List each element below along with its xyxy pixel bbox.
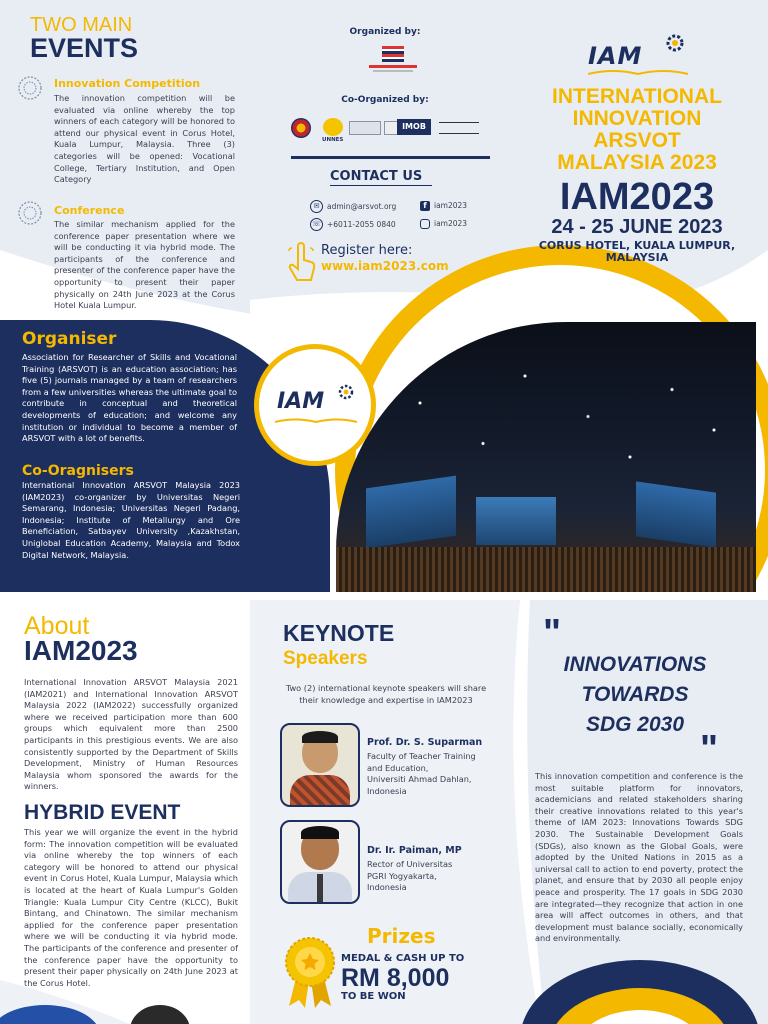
- medal-icon: [283, 936, 337, 1010]
- event-dates: 24 - 25 JUNE 2023: [551, 216, 723, 238]
- iam-circle-logo: [254, 344, 376, 466]
- contact-heading: CONTACT US: [330, 169, 423, 184]
- theme-line3: SDG 2030: [585, 713, 685, 736]
- gear-icon: [662, 30, 688, 56]
- todox-logo: [439, 122, 479, 134]
- speaker1-name: Prof. Dr. S. Suparman: [367, 737, 483, 748]
- speaker2-photo: [280, 820, 360, 904]
- email-value[interactable]: admin@arsvot.org: [327, 202, 397, 211]
- instagram-icon: [420, 219, 430, 229]
- organiser-text: Association for Researcher of Skills and Vocational Training (ARSVOT) is an education association; has five (5) journals managed by a team of researchers from a few universities whereas the ultimate goal to contribute in conceptual and theoretical developments of education; and welcome any institution or individual to become a member of ARSVOT with a lot of benefits.: [22, 352, 237, 444]
- hand-pointer-icon: [287, 242, 317, 284]
- speaker2-line1: Rector of Universitas: [367, 859, 453, 869]
- theme-text: This innovation competition and conference is the most suitable platform for innovators, academicians and related stakeholders sharing their creative innovations related to this year's theme of IAM 2023: Innovations Towards SDG 2030. The Sustainable Development Goals (SDGs), also known as the Global Goals, were adopted by the United Nations in 2015 as a universal call to action to end poverty, protect the planet, and ensure that by 2030 all people enjoy peace and prosperity. The 17 goals in SDG 2030 are integrated—they recognize that action in one area will affect outcomes in others, and that development must balance socially, economically and environmentally.: [535, 771, 743, 944]
- event-title-line4: MALAYSIA 2023: [557, 151, 717, 174]
- globe-icon: [17, 75, 43, 101]
- phone-icon: ☏: [310, 218, 323, 231]
- contact-underline: [330, 185, 432, 186]
- speaker2-affiliation: [367, 859, 452, 894]
- prize-line2: TO BE WON: [341, 991, 406, 1002]
- page-gap: [0, 592, 768, 600]
- speaker1-line4: Indonesia: [367, 785, 407, 796]
- theme-line2: TOWARDS: [581, 683, 689, 706]
- venue-line1: CORUS HOTEL, KUALA LUMPUR,: [538, 239, 736, 252]
- event-title-line2: INNOVATION: [572, 107, 702, 130]
- about-code: IAM2023: [24, 635, 138, 666]
- speaker1-affiliation: [367, 751, 476, 797]
- mail-icon: ✉: [310, 200, 323, 213]
- events-heading-line2: EVENTS: [30, 33, 139, 63]
- globe-icon: [17, 200, 43, 226]
- register-url[interactable]: www.iam2023.com: [321, 259, 449, 273]
- theme-block: [540, 650, 730, 740]
- conference-text: The similar mechanism applied for the conference paper presentation where we will be conducting it via hybrid mode. The participants of the conference and presenter of the conference paper have the opportunity to present their paper physically on 24th June 2023 at the Corus Hotel Kuala Lumpur.: [54, 219, 235, 311]
- bottom-page: [0, 600, 768, 1024]
- speaker2-name: Dr. Ir. Paiman, MP: [367, 845, 462, 856]
- innovation-text: The innovation competition will be evaluated via online whereby the top winners of each category will be honored to attend our physical event in Corus Hotel, Kuala Lumpur, Malaysia. Three (3) categories will be opened: Vocational College, Tertiary Institution, and Open Category: [54, 93, 235, 185]
- contact-facebook: [420, 200, 467, 212]
- phone-value[interactable]: +6011-2055 0840: [327, 220, 396, 229]
- event-title-line1: INTERNATIONAL: [552, 85, 722, 108]
- gear-icon: [335, 381, 357, 403]
- book-swoosh: [275, 417, 357, 425]
- event-title-block: [530, 86, 744, 174]
- divider: [291, 156, 490, 159]
- contact-email: [310, 200, 396, 213]
- keynote-intro: Two (2) international keynote speakers will share their knowledge and expertise in IAM2023: [285, 683, 487, 705]
- unnes-label: UNNES: [322, 137, 344, 143]
- contact-instagram: [420, 218, 467, 230]
- contact-phone: [310, 218, 396, 231]
- quote-open: ": [543, 612, 562, 654]
- speaker1-line2: and Education,: [367, 762, 429, 773]
- instagram-value[interactable]: iam2023: [434, 219, 468, 228]
- hybrid-text: This year we will organize the event in the hybrid form: The innovation competition will be evaluated via online whereby the top winners of each category will be honored to attend our physical event in Corus Hotel, Kuala Lumpur, Malaysia which is located at the heart of Kuala Lumpur's Golden Triangle: Kuala Lumpur City Centre (KLCC), Bukit Bintang, and Chinatown. The similar mechanism applied for the conference paper presentation where we will be conducting it via hybrid mode. The participants of the conference and presenter of the conference paper have the opportunity to present their paper physically on 24th June 2023 at the Corus Hotel.: [24, 827, 238, 988]
- venue-line2: MALAYSIA: [605, 251, 669, 264]
- iam-logo-text: IAM: [588, 42, 643, 70]
- event-code: IAM2023: [559, 176, 715, 218]
- iam-logo: [578, 30, 698, 80]
- event-title-line3: ARSVOT: [593, 129, 681, 152]
- events-heading-line1: TWO MAIN: [30, 14, 133, 36]
- arsvot-logo: [368, 46, 418, 76]
- book-swoosh: [588, 68, 688, 78]
- iam-circle-logo-text: IAM: [277, 389, 325, 414]
- facebook-icon: f: [420, 201, 430, 211]
- facebook-value[interactable]: iam2023: [434, 201, 468, 210]
- satbayev-logo: [349, 121, 381, 135]
- theme-line1: INNOVATIONS: [563, 653, 707, 676]
- innovation-title: Innovation Competition: [54, 77, 201, 90]
- speaker2-line3: Indonesia: [367, 882, 407, 893]
- unnes-logo: [323, 118, 343, 136]
- prizes-title: Prizes: [367, 924, 436, 948]
- about-text: International Innovation ARSVOT Malaysia 2021 (IAM2021) and International Innovation ARSVOT Malaysia 2022 (IAM2022) successfully organized where we received participation more than 600 groups which equivalent more than 2500 participants in this prestigious events. We are also consistently supported by the Department of Skills Development, Ministry of Human Resources Malaysia whom sponsored the awards for the winners.: [24, 677, 238, 792]
- hybrid-title: HYBRID EVENT: [24, 801, 181, 824]
- conference-title: Conference: [54, 204, 125, 217]
- conference-hall-photo: [336, 322, 756, 592]
- about-title: About: [24, 612, 90, 640]
- keynote-title: KEYNOTE: [283, 620, 395, 646]
- co-organized-by-label: Co-Organized by:: [341, 95, 429, 105]
- events-heading: [30, 14, 138, 64]
- keynote-sub: Speakers: [283, 648, 368, 669]
- speaker1-photo: [280, 723, 360, 807]
- organized-by-label: Organized by:: [349, 27, 421, 37]
- speaker1-line3: Universiti Ahmad Dahlan,: [367, 774, 472, 785]
- coorganisers-title: Co-Oragnisers: [22, 463, 134, 479]
- speaker1-line1: Faculty of Teacher Training: [367, 751, 476, 761]
- unp-logo: [291, 118, 311, 138]
- imob-logo: IMOB: [397, 119, 431, 135]
- speaker2-line2: PGRI Yogyakarta,: [367, 870, 437, 881]
- register-label: Register here:: [321, 243, 413, 258]
- organiser-title: Organiser: [22, 329, 117, 349]
- prize-line1: MEDAL & CASH UP TO: [341, 953, 465, 964]
- quote-close: ": [700, 728, 719, 770]
- co-organizer-logos: [291, 118, 491, 148]
- prize-amount: RM 8,000: [341, 964, 450, 992]
- coorganisers-text: International Innovation ARSVOT Malaysia 2023 (IAM2023) co-organizer by Universitas Negeri Semarang, Indonesia; Universitas Negeri Padang, Indonesia; Institute of Metallurgy and Ore Beneficiation, Satbayev University ,Kazakhstan, Uniglobal Education Academy, Malaysia and Todox Digital Network, Malaysia.: [22, 480, 240, 560]
